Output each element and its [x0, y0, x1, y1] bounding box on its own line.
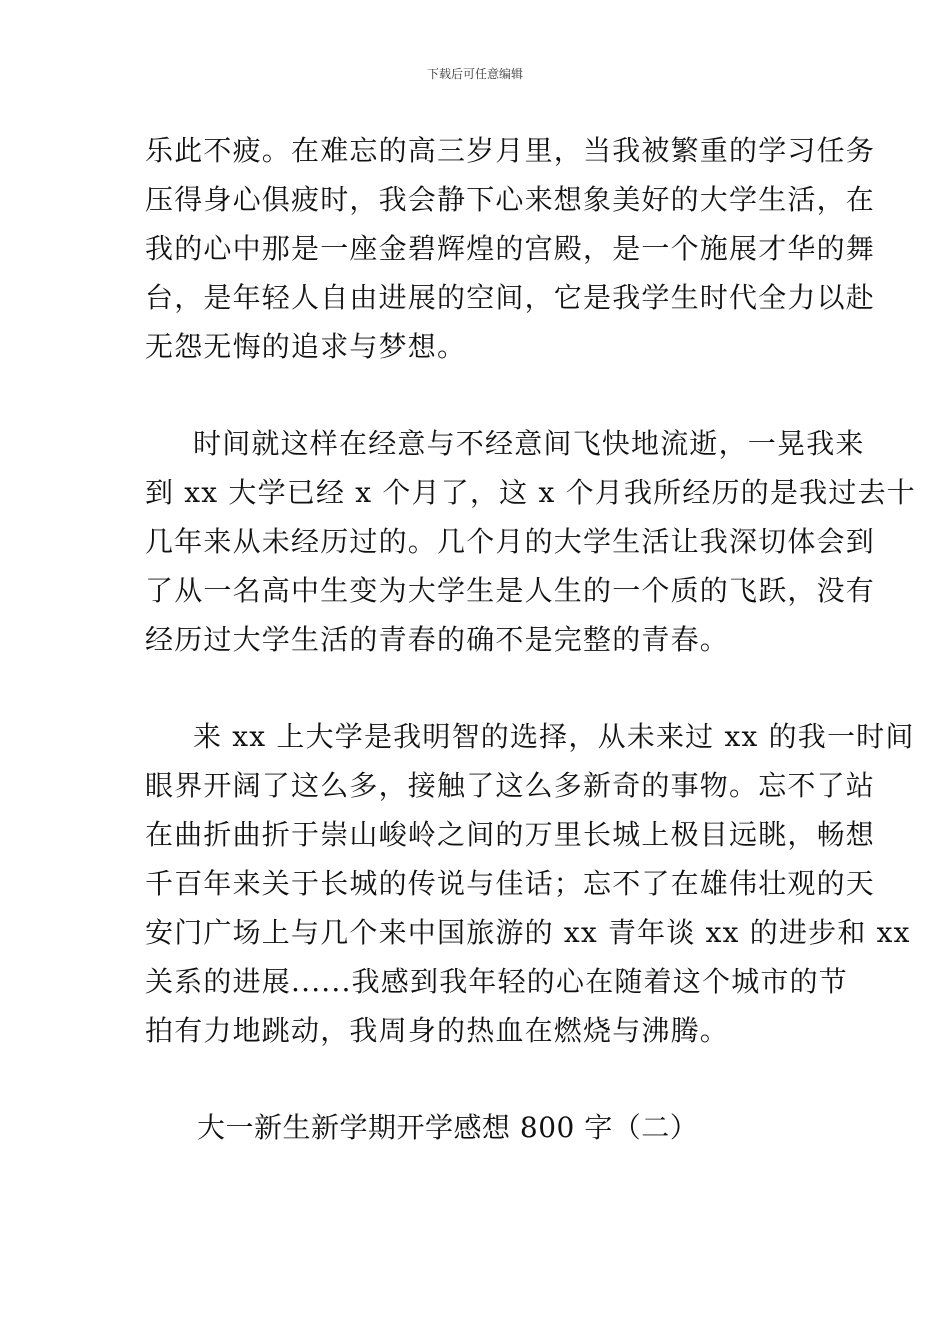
paragraph-line: 安门广场上与几个来中国旅游的 xx 青年谈 xx 的进步和 xx	[145, 916, 911, 949]
paragraph-3	[145, 712, 915, 1055]
paragraph-2	[145, 419, 916, 664]
paragraph-line: 我的心中那是一座金碧辉煌的宫殿，是一个施展才华的舞	[145, 232, 876, 265]
paragraph-spacer	[145, 1055, 810, 1103]
paragraph-line: 拍有力地跳动，我周身的热血在燃烧与沸腾。	[145, 1014, 730, 1047]
paragraph-line: 经历过大学生活的青春的确不是完整的青春。	[145, 623, 730, 656]
paragraph-line: 时间就这样在经意与不经意间飞快地流逝，一晃我来	[193, 427, 865, 460]
document-body	[145, 126, 916, 1152]
paragraph-1	[145, 126, 876, 371]
paragraph-line: 台，是年轻人自由进展的空间，它是我学生时代全力以赴	[145, 281, 876, 314]
paragraph-line: 了从一名高中生变为大学生是人生的一个质的飞跃，没有	[145, 574, 876, 607]
paragraph-line: 眼界开阔了这么多，接触了这么多新奇的事物。忘不了站	[145, 769, 876, 802]
paragraph-line: 千百年来关于长城的传说与佳话；忘不了在雄伟壮观的天	[145, 867, 876, 900]
paragraph-line: 关系的进展......我感到我年轻的心在随着这个城市的节	[145, 965, 849, 998]
paragraph-line: 来 xx 上大学是我明智的选择，从未来过 xx 的我一时间	[193, 720, 915, 753]
section-heading: 大一新生新学期开学感想 800 字（二）	[197, 1111, 699, 1144]
paragraph-line: 在曲折曲折于崇山峻岭之间的万里长城上极目远眺，畅想	[145, 818, 876, 851]
paragraph-line: 无怨无悔的追求与梦想。	[145, 330, 467, 363]
paragraph-line: 到 xx 大学已经 x 个月了，这 x 个月我所经历的是我过去十	[145, 476, 916, 509]
paragraph-line: 几年来从未经历过的。几个月的大学生活让我深切体会到	[145, 525, 876, 558]
paragraph-line: 压得身心俱疲时，我会静下心来想象美好的大学生活，在	[145, 183, 876, 216]
paragraph-spacer	[145, 664, 810, 712]
paragraph-spacer	[145, 371, 810, 419]
page-header: 下载后可任意编辑	[426, 67, 523, 81]
paragraph-line: 乐此不疲。在难忘的高三岁月里，当我被繁重的学习任务	[145, 134, 876, 167]
